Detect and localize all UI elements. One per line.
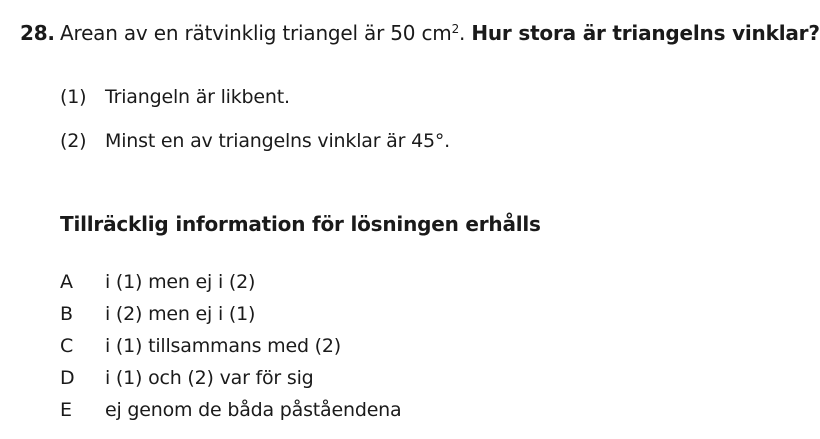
option-c [60, 330, 401, 362]
option-label: E [60, 399, 72, 421]
option-label: B [60, 303, 73, 325]
option-label: D [60, 367, 75, 389]
option-text: ej genom de båda påståendena [105, 399, 402, 421]
statement-2 [60, 128, 450, 154]
unit-exponent: 2 [451, 22, 460, 36]
option-b [60, 298, 401, 330]
question-line [20, 19, 820, 47]
question-stem-end: . [459, 21, 466, 45]
statement-text: Triangeln är likbent. [105, 86, 290, 108]
answer-options [60, 266, 401, 426]
option-text: i (1) men ej i (2) [105, 271, 256, 293]
question-stem: Arean av en rätvinklig triangel är 50 cm [60, 21, 452, 45]
option-text: i (2) men ej i (1) [105, 303, 256, 325]
statement-text: Minst en av triangelns vinklar är 45°. [105, 130, 450, 152]
option-label: A [60, 271, 73, 293]
option-text: i (1) tillsammans med (2) [105, 335, 341, 357]
option-d [60, 362, 401, 394]
instruction-heading: Tillräcklig information för lösningen erhålls [60, 212, 541, 236]
question-text: Hur stora är triangelns vinklar? [471, 21, 820, 45]
option-text: i (1) och (2) var för sig [105, 367, 314, 389]
statement-1 [60, 84, 290, 110]
option-a [60, 266, 401, 298]
option-label: C [60, 335, 74, 357]
question-number: 28. [20, 21, 55, 45]
statement-number: (1) [60, 86, 87, 108]
statement-number: (2) [60, 130, 87, 152]
option-e [60, 394, 401, 426]
